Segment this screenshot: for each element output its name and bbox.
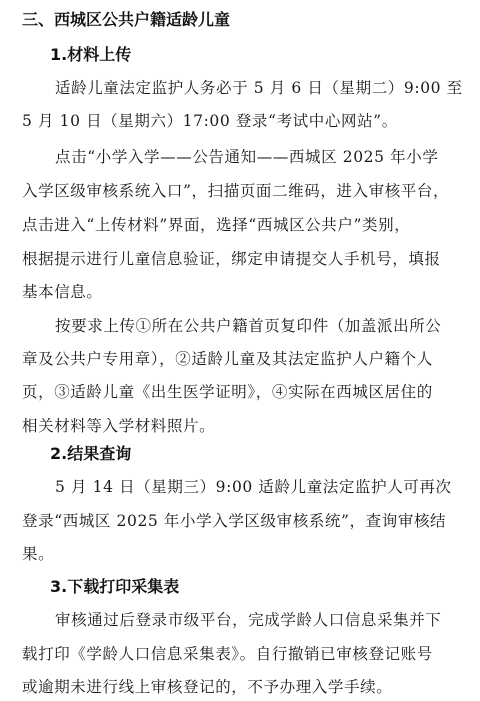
paragraph-line: 适龄儿童法定监护人务必于 5 月 6 日（星期二）9:00 至 — [55, 79, 463, 97]
paragraph-line: 果。 — [22, 545, 55, 563]
paragraph-line: 或逾期未进行线上审核登记的，不予办理入学手续。 — [22, 678, 393, 696]
paragraph-line: 页，③适龄儿童《出生医学证明》，④实际在西城区居住的 — [22, 383, 433, 401]
subsection-title-materials: 1.材料上传 — [50, 45, 132, 64]
paragraph-line: 登录“西城区 2025 年小学入学区级审核系统”，查询审核结 — [22, 512, 447, 530]
paragraph-line: 根据提示进行儿童信息验证，绑定申请提交人手机号，填报 — [22, 250, 441, 268]
paragraph-line: 点击“小学入学——公告通知——西城区 2025 年小学 — [55, 148, 439, 166]
paragraph-line: 5 月 10 日（星期六）17:00 登录“考试中心网站”。 — [22, 112, 398, 130]
paragraph-line: 入学区级审核系统入口”，扫描页面二维码，进入审核平台， — [22, 182, 450, 200]
paragraph-line: 载打印《学龄人口信息采集表》。自行撤销已审核登记账号 — [22, 645, 433, 663]
paragraph-line: 审核通过后登录市级平台，完成学龄人口信息采集并下 — [55, 611, 442, 629]
paragraph-line: 点击进入“上传材料”界面，选择“西城区公共户”类别， — [22, 216, 411, 234]
section-title: 三、西城区公共户籍适龄儿童 — [22, 10, 231, 29]
paragraph-line: 相关材料等入学材料照片。 — [22, 417, 216, 435]
subsection-title-results: 2.结果查询 — [50, 444, 132, 463]
paragraph-line: 5 月 14 日（星期三）9:00 适龄儿童法定监护人可再次 — [55, 478, 452, 496]
paragraph-line: 基本信息。 — [22, 283, 103, 301]
paragraph-line: 章及公共户专用章），②适龄儿童及其法定监护人户籍个人 — [22, 350, 433, 368]
subsection-title-download: 3.下载打印采集表 — [50, 577, 180, 596]
paragraph-line: 按要求上传①所在公共户籍首页复印件（加盖派出所公 — [55, 317, 442, 335]
